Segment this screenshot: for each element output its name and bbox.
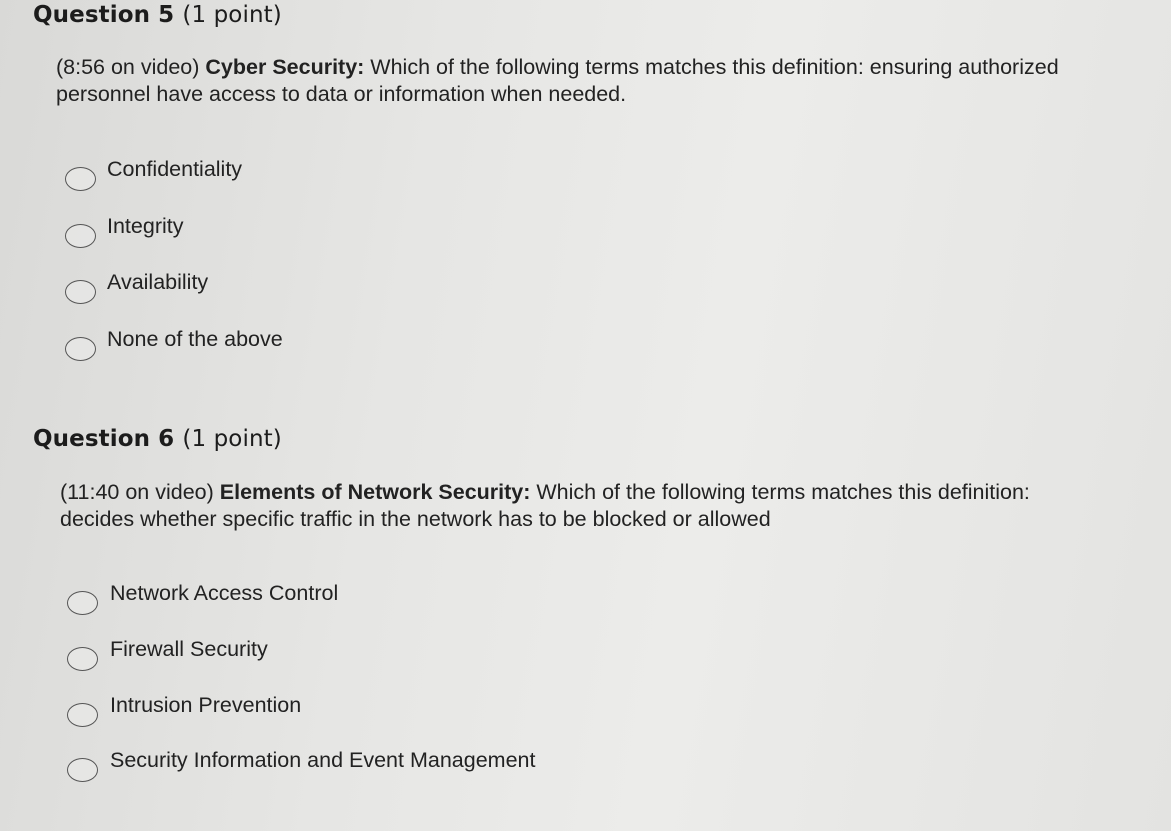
question-6-points: (1 point)	[182, 426, 282, 452]
question-6-title	[33, 426, 282, 452]
q5-option-availability[interactable]	[65, 270, 765, 304]
q5-option-none-of-the-above[interactable]	[65, 327, 765, 361]
radio-button[interactable]	[67, 758, 98, 782]
question-5-body: Which of the following terms matches this definition: ensuring authorized personnel have access to data or information when needed.	[56, 55, 1059, 106]
q6-option-firewall-security[interactable]	[67, 637, 767, 671]
radio-button[interactable]	[65, 280, 96, 304]
option-label: None of the above	[107, 327, 283, 351]
question-5-points: (1 point)	[182, 2, 282, 28]
question-5-number: Question 5	[33, 2, 175, 28]
option-label: Network Access Control	[110, 581, 339, 605]
radio-button[interactable]	[67, 647, 98, 671]
radio-button[interactable]	[65, 337, 96, 361]
question-5-title	[33, 2, 282, 28]
option-label: Availability	[107, 270, 209, 294]
radio-button[interactable]	[67, 591, 98, 615]
option-label: Integrity	[107, 214, 184, 238]
question-6-text	[60, 479, 1100, 533]
q6-option-intrusion-prevention[interactable]	[67, 693, 767, 727]
q5-option-confidentiality[interactable]	[65, 157, 765, 191]
q6-option-network-access-control[interactable]	[67, 581, 767, 615]
option-label: Intrusion Prevention	[110, 693, 302, 717]
question-6-topic: Elements of Network Security:	[219, 480, 531, 504]
radio-button[interactable]	[65, 167, 96, 191]
q5-option-integrity[interactable]	[65, 214, 765, 248]
question-6-body: Which of the following terms matches this definition: decides whether specific traffic in the network has to be blocked or allowed	[60, 480, 1030, 531]
question-6-number: Question 6	[33, 426, 175, 452]
question-5-prefix: (8:56 on video)	[56, 55, 206, 79]
question-6-prefix: (11:40 on video)	[60, 480, 220, 504]
q6-option-siem[interactable]	[67, 748, 767, 782]
radio-button[interactable]	[65, 224, 96, 248]
option-label: Confidentiality	[107, 157, 243, 181]
radio-button[interactable]	[67, 703, 98, 727]
question-5-topic: Cyber Security:	[205, 55, 365, 79]
option-label: Firewall Security	[110, 637, 268, 661]
question-5-text	[56, 54, 1116, 108]
option-label: Security Information and Event Management	[110, 748, 536, 772]
